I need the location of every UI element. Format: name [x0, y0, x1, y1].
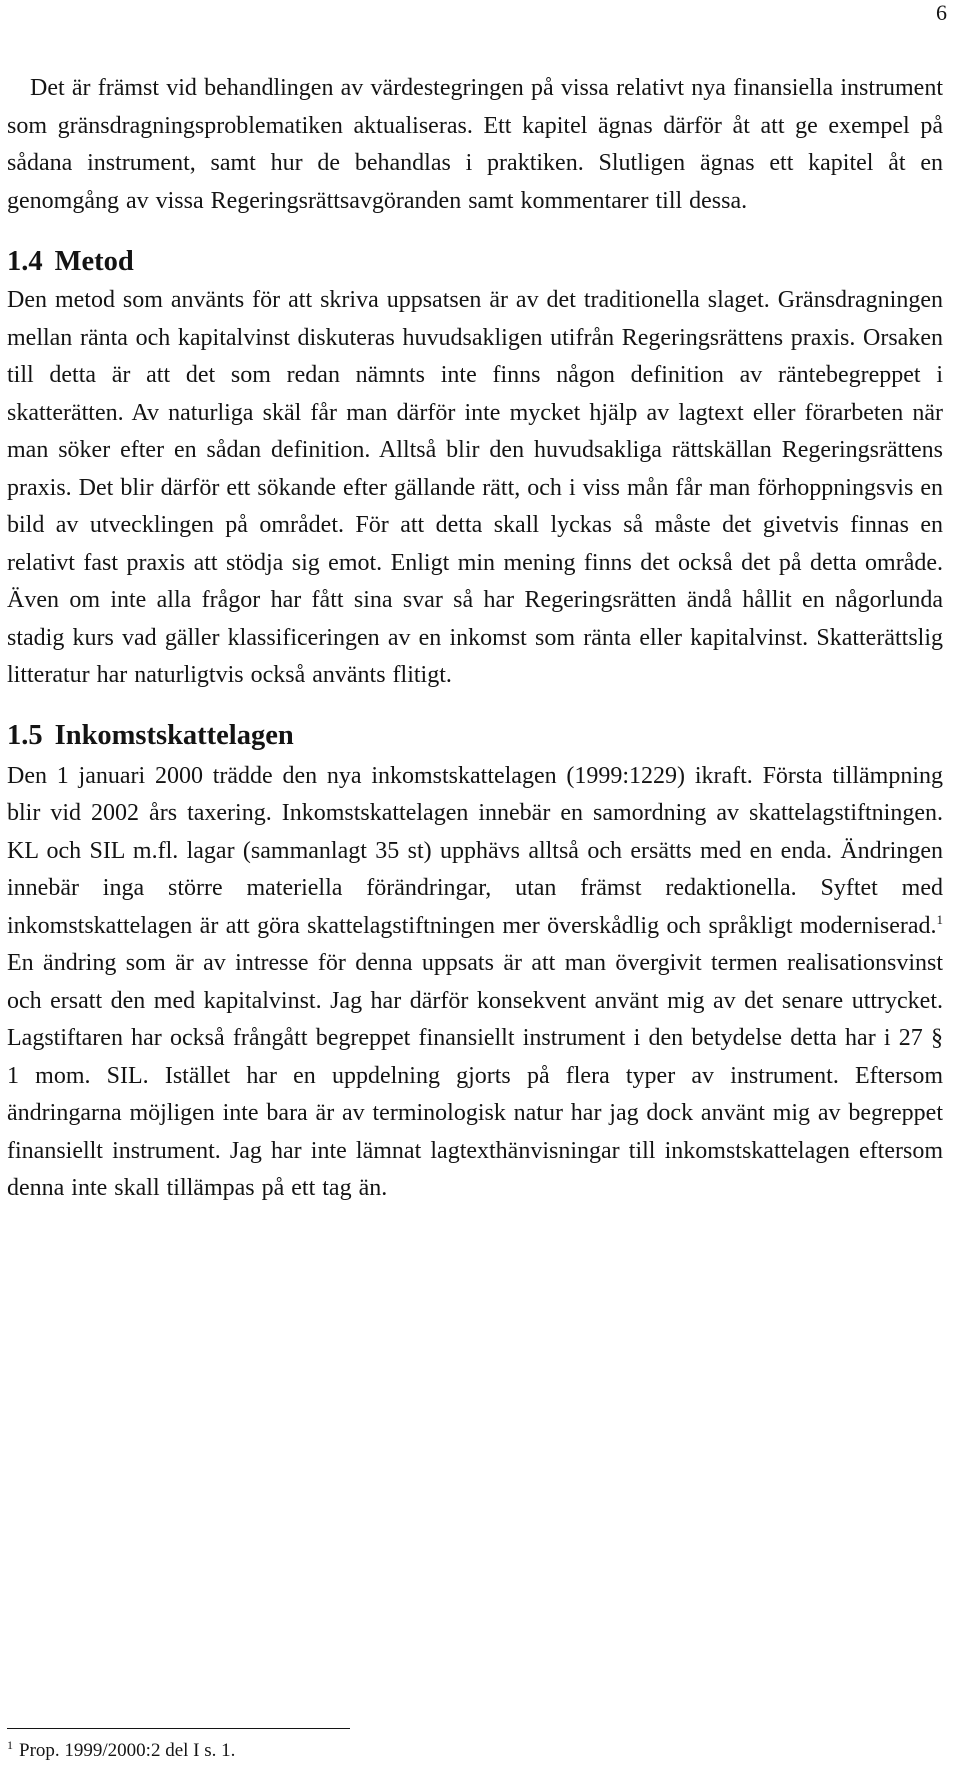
intro-paragraph: Det är främst vid behandlingen av värdestegringen på vissa relativt nya finansiella instrument som gränsdragningsproblematiken aktualiseras. Ett kapitel ägnas därför åt att ge exempel på sådana instrument, samt hur de behandlas i praktiken. Slutligen ägnas ett kapitel åt en genomgång av vissa Regeringsrättsavgöranden samt kommentarer till dessa.	[7, 75, 943, 214]
page-body	[7, 70, 943, 1208]
paragraph-text-part2: En ändring som är av intresse för denna uppsats är att man övergivit termen realisationsvinst och ersatt den med kapitalvinst. Jag har därför konsekvent använt mig av det senare uttrycket. Lagstiftaren har också frångått begreppet finansiellt instrument i den betydelse detta har i 27 § 1 mom. SIL. Istället har en uppdelning gjorts på flera typer av instrument. Eftersom ändringarna möjligen inte bara är av terminologisk natur har jag dock använt mig av begreppet finansiellt instrument. Jag har inte lämnat lagtexthänvisningar till inkomstskattelagen eftersom denna inte skall tillämpas på ett tag än.	[7, 950, 943, 1201]
metod-paragraph: Den metod som använts för att skriva uppsatsen är av det traditionella slaget. Gränsdragningen mellan ränta och kapitalvinst diskuteras huvudsakligen utifrån Regeringsrättens praxis. Orsaken till detta är att det som redan nämnts inte finns någon definition av räntebegreppet i skatterätten. Av naturliga skäl får man därför inte mycket hjälp av lagtext eller förarbeten när man söker efter en sådan definition. Alltså blir den huvudsakliga rättskällan Regeringsrättens praxis. Det blir därför ett sökande efter gällande rätt, och i viss mån får man förhoppningsvis en bild av utvecklingen på området. För att detta skall lyckas så måste det givetvis finnas en relativt fast praxis att stödja sig emot. Enligt min mening finns det också det på detta område. Även om inte alla frågor har fått sina svar så har Regeringsrätten ändå hållit en någorlunda stadig kurs vad gäller klassificeringen av en inkomst som ränta eller kapitalvinst. Skatterättslig litteratur har naturligtvis också använts flitigt.	[7, 287, 943, 688]
section-title: Metod	[54, 246, 134, 277]
footnote-reference[interactable]: 1	[936, 911, 943, 927]
page-number: 6	[936, 0, 947, 25]
section-heading-inkomstskattelagen	[7, 716, 943, 756]
inkomstskattelagen-paragraph	[7, 758, 943, 1208]
section-title: Inkomstskattelagen	[54, 719, 294, 751]
footnote-marker: 1	[7, 1738, 13, 1752]
section-heading-metod	[7, 242, 943, 282]
paragraph-text-part1: Den 1 januari 2000 trädde den nya inkomstskattelagen (1999:1229) ikraft. Första tillämpning blir vid 2002 års taxering. Inkomstskattelagen innebär en samordning av skattelagstiftningen. KL och SIL m.fl. lagar (sammanlagt 35 st) upphävs alltså och ersätts med en enda. Ändringen innebär inga större materiella förändringar, utan främst redaktionella. Syftet med inkomstskattelagen är att göra skattelagstiftningen mer överskådlig och språkligt moderniserad.	[7, 762, 943, 939]
footnote-text: Prop. 1999/2000:2 del I s. 1.	[19, 1740, 236, 1761]
footnote	[7, 1739, 235, 1763]
section-number: 1.5	[7, 719, 43, 751]
footnote-divider	[7, 1728, 350, 1729]
section-number: 1.4	[7, 246, 43, 277]
